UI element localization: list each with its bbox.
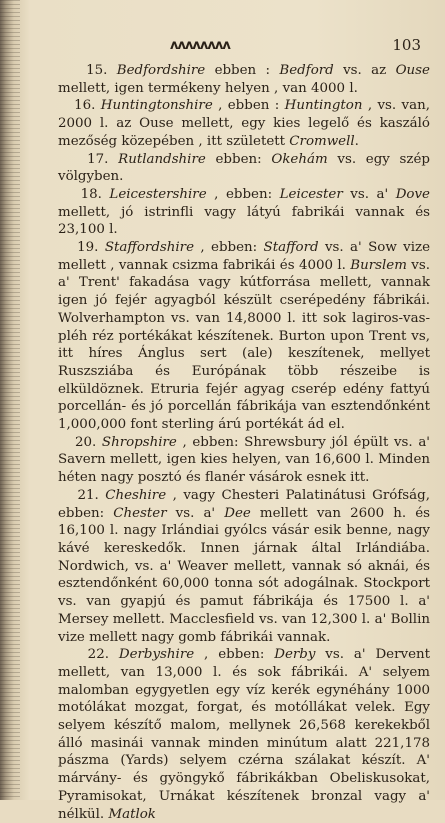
entry-number: 16. bbox=[74, 98, 96, 114]
paragraph-20 bbox=[58, 434, 430, 487]
book-spine bbox=[0, 0, 20, 800]
text-span: , vagy Chesteri Palatinátusi Grófság, ebben: bbox=[58, 487, 430, 521]
county-name: Rutlandshire bbox=[118, 151, 206, 167]
text-span: , ebben: Shrewsbury jól épült vs. a' Savern mellett, igen kies helyen, van 16,600 l. Minden héten nagy posztó és flanér vásárok esnek itt. bbox=[58, 434, 430, 486]
text-span: vs. a' Dervent mellett, van 13,000 l. és sok fábrikái. A' selyem malomban egygyetlen egy víz kerék egynéhány 1000 motólákat mozgat, forgat, és motóllákat velek. Egy selyem készítő malom, mellynek 26,568 kerekekből álló masinái vannak minden minútum alatt 221,178 pászma (Yards) selyem czérna szálakat készít. A' márvány- és gyöngykő fábrikákban Obeliskusokat, Pyramisokat, Urnákat készítenek bronzal vagy a' nélkül. bbox=[58, 647, 430, 822]
text-span: , ebben: bbox=[194, 240, 264, 256]
town-name: Leicester bbox=[279, 186, 343, 202]
river-name: Ouse bbox=[395, 63, 430, 78]
paragraph-16 bbox=[58, 97, 430, 150]
paragraph-17 bbox=[58, 151, 430, 186]
paragraph-15 bbox=[58, 62, 430, 97]
town-name: Chester bbox=[113, 505, 167, 521]
entry-number: 19. bbox=[77, 240, 99, 256]
river-name: Dee bbox=[224, 505, 251, 521]
town-name: Bedford bbox=[279, 63, 334, 78]
page-header bbox=[40, 34, 431, 56]
entry-number: 20. bbox=[74, 434, 97, 450]
town-name: Burslem bbox=[350, 257, 407, 273]
paragraph-21 bbox=[58, 487, 430, 646]
text-span: mellett van 2600 h. és 16,100 l. nagy Irlándiai gyólcs vásár esik benne, nagy kávé kereskedők. Innen járnak által Irlándiába. Nordwich, vs. a' Weaver mellett, vannak só aknái, és esztendőnként 60,000 tonna sót adogálnak. Stockport vs. van gyapjú és pamut fábrikája és 17500 l. a' Mersey mellett. Macclesfield vs. van 12,300 l. a' Bollin vize mellett nagy gomb fábrikái vannak. bbox=[58, 505, 430, 645]
text-span: mellett, jó istrinfli vagy látyú fabrikái vannak és 23,100 l. bbox=[58, 204, 430, 238]
person-name: Cromwell bbox=[289, 133, 355, 149]
county-name: Derbyshire bbox=[118, 647, 195, 663]
town-name: Stafford bbox=[263, 240, 319, 256]
text-span: vs. a' bbox=[342, 186, 396, 202]
text-span: vs. a' Trent' fakadása vagy kútforrása mellett, vannak igen jó fejér agyagból készült cserépedény fábrikái. Wolverhampton vs. van 14,8000 l. itt sok lagiros-vas-pléh réz portékákat készítenek. Burton upon Trent vs, itt híres Ánglus sert (ale) keszítenek, mellyet Ruszsziába és Európának több részeibe is elküldöznek. Etruria fejér agyag cserép edény fattyú porcellán- és jó porcellán fábrikája van esztendőnként 1,000,000 font sterling árú portékát ád el. bbox=[58, 257, 430, 433]
text-span: , ebben: bbox=[194, 647, 275, 663]
text-span: ebben : bbox=[205, 63, 280, 78]
page-body bbox=[58, 62, 430, 823]
town-name: Okehám bbox=[271, 151, 328, 167]
text-span: , ebben: bbox=[206, 186, 280, 202]
entry-number: 17. bbox=[87, 151, 109, 167]
text-span: vs. az bbox=[333, 63, 396, 78]
entry-number: 22. bbox=[87, 647, 109, 663]
county-name: Staffordshire bbox=[104, 240, 194, 256]
entry-number: 21. bbox=[77, 487, 99, 503]
entry-number: 15. bbox=[86, 63, 108, 78]
town-name: Huntington bbox=[284, 98, 363, 114]
text-span: vs. a' Sow vize mellett , vannak csizma fabrikái és 4000 l. bbox=[58, 240, 430, 273]
page-number: 103 bbox=[392, 36, 421, 54]
paragraph-18 bbox=[58, 186, 430, 239]
town-name: Matlok bbox=[108, 806, 156, 822]
county-name: Bedfordshire bbox=[116, 63, 206, 78]
text-span: . bbox=[354, 133, 359, 149]
text-span: mellett, igen termékeny helyen , van 4000 l. bbox=[58, 80, 358, 96]
text-span: , vs. van, 2000 l. az Ouse mellett, egy kies legelő és kaszáló mezőség közepében , itt született bbox=[58, 98, 430, 149]
county-name: Huntingtonshire bbox=[100, 98, 213, 114]
county-name: Leicestershire bbox=[109, 186, 207, 202]
county-name: Cheshire bbox=[105, 487, 167, 503]
text-span: ebben: bbox=[205, 151, 272, 167]
paragraph-22 bbox=[58, 646, 430, 823]
text-span: vs. egy szép völgyben. bbox=[58, 151, 430, 185]
entry-number: 18. bbox=[80, 186, 102, 202]
river-name: Dove bbox=[395, 186, 430, 202]
county-name: Shropshire bbox=[101, 434, 177, 450]
town-name: Derby bbox=[274, 647, 316, 663]
text-span: vs. a' bbox=[166, 505, 225, 521]
text-span: , ebben : bbox=[212, 98, 285, 114]
paragraph-19 bbox=[58, 239, 430, 434]
header-ornament: ʌʌʌʌʌʌʌʌ bbox=[170, 38, 230, 53]
